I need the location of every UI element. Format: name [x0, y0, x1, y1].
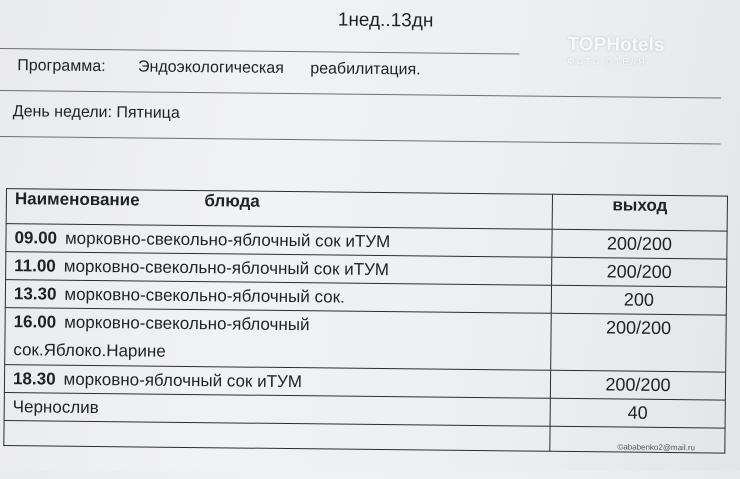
day-value: Пятница: [116, 104, 180, 122]
row-output: 200/200: [552, 229, 727, 259]
row-time: 18.30: [12, 369, 56, 389]
row-item-line2: сок.Яблоко.Нарине: [13, 340, 166, 361]
program-label: Программа:: [17, 57, 106, 76]
row-item: Чернослив: [12, 397, 99, 418]
row-item: морковно-свекольно-яблочный сок.: [64, 284, 345, 307]
header-name-1: Наименование: [14, 189, 140, 210]
empty-cell: [4, 421, 550, 452]
row-time: 09.00: [14, 228, 58, 248]
menu-table: [3, 188, 728, 454]
header-name-2: блюда: [204, 191, 260, 211]
row-output: 200/200: [551, 313, 727, 372]
row-time: 13.30: [13, 284, 57, 304]
program-line: [17, 57, 420, 79]
row-output: 200/200: [550, 370, 725, 400]
program-value-1: Эндоэкологическая: [137, 58, 284, 77]
divider-line: [0, 48, 519, 54]
photo-credit: ©ababenko2@mail.ru: [617, 442, 696, 453]
watermark-logo: [567, 34, 687, 67]
row-output: 40: [550, 398, 725, 428]
row-item: морковно-яблочный сок иТУМ: [63, 369, 303, 392]
row-item: морковно-свекольно-яблочный сок иТУМ: [63, 256, 390, 280]
row-item: морковно-свекольно-яблочный сок иТУМ: [64, 228, 391, 252]
day-label: День недели:: [12, 103, 113, 122]
divider-line: [0, 90, 721, 99]
period-heading: 1нед..13дн: [337, 9, 434, 32]
row-item: морковно-свекольно-яблочный: [64, 312, 310, 335]
header-output: выход: [552, 194, 727, 231]
header-name: [6, 189, 552, 230]
day-line: [13, 103, 180, 123]
watermark-subtext: ФОТО ОТЕЛЯ: [567, 55, 647, 67]
table-row: [5, 308, 727, 373]
row-time: 16.00: [13, 312, 57, 332]
row-output: 200/200: [552, 257, 727, 287]
divider-line: [0, 136, 721, 145]
program-value-2: реабилитация.: [310, 60, 421, 79]
watermark-text: TOPHotels: [567, 33, 665, 56]
row-name-cell: [5, 308, 552, 371]
row-output: 200: [551, 285, 726, 315]
row-time: 11.00: [14, 256, 56, 276]
